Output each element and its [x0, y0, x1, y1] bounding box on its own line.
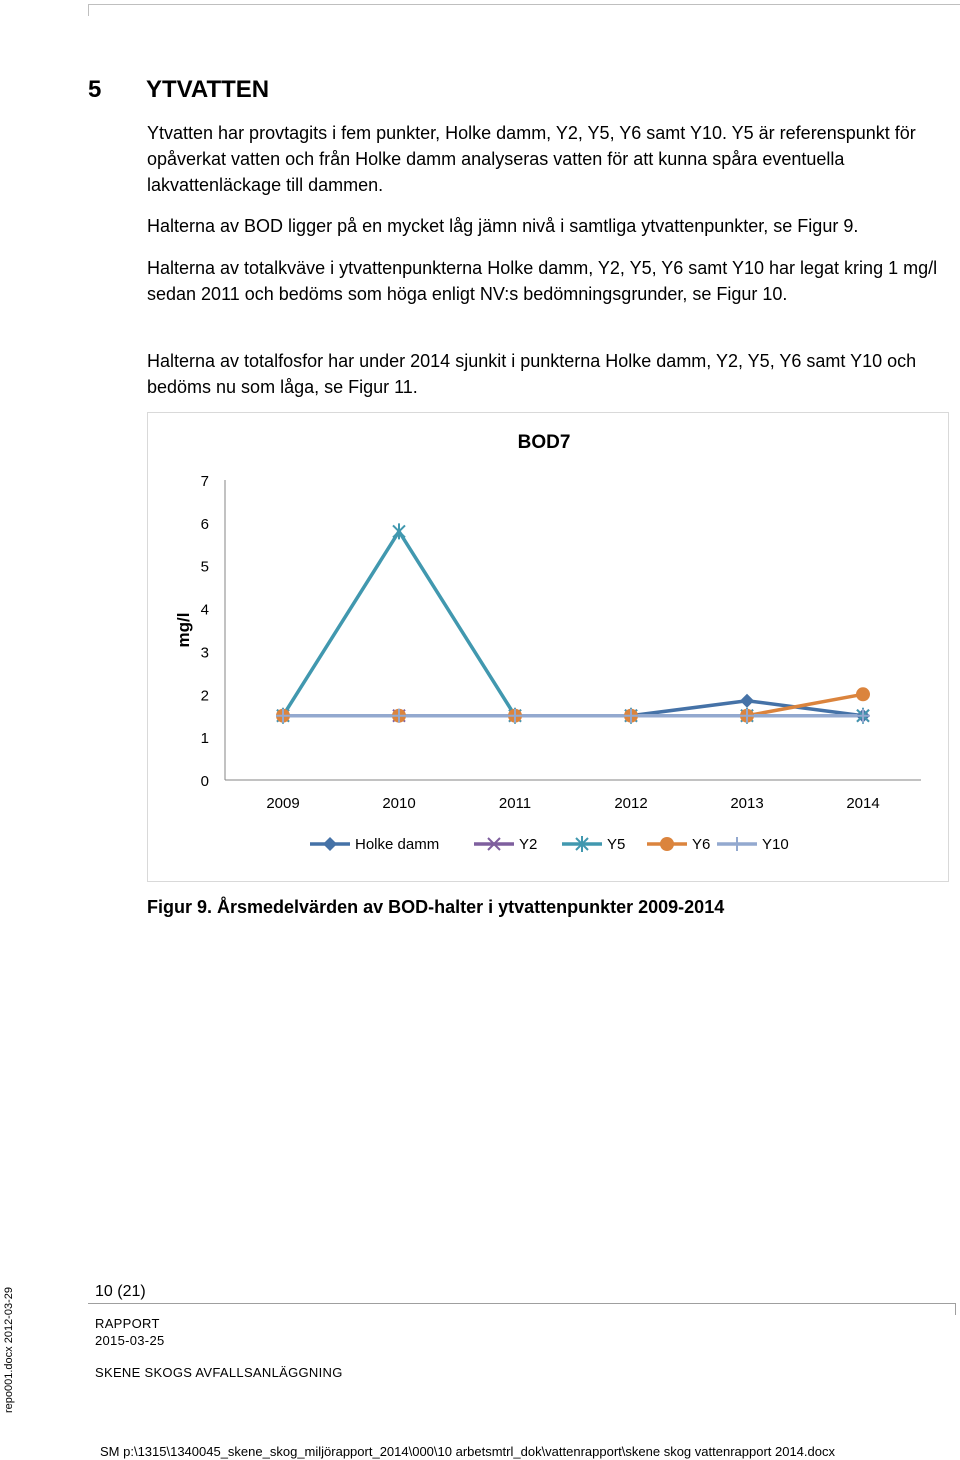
x-tick-label: 2009	[266, 795, 300, 812]
data-point-holke-damm	[740, 694, 754, 708]
y-axis-label: mg/l	[174, 612, 193, 648]
footer-project: SKENE SKOGS AVFALLSANLÄGGNING	[95, 1365, 343, 1380]
figure-caption: Figur 9. Årsmedelvärden av BOD-halter i ytvattenpunkter 2009-2014	[147, 897, 725, 917]
paragraph-bod: Halterna av BOD ligger på en mycket låg jämn nivå i samtliga ytvattenpunkter, se Figur 9.	[147, 216, 859, 236]
paragraph-phosphorus: Halterna av totalfosfor har under 2014 sjunkit i punkterna Holke damm, Y2, Y5, Y6 samt Y10 och bedöms nu som låga, se Figur 11.	[147, 351, 917, 397]
footer-date: 2015-03-25	[95, 1333, 165, 1348]
legend-marker-y6	[660, 837, 674, 851]
x-tick-label: 2014	[846, 795, 880, 812]
legend-label-y5: Y5	[607, 836, 626, 853]
page-number: 10 (21)	[95, 1283, 146, 1300]
series-line-holke-damm	[283, 701, 863, 716]
legend-label-y2: Y2	[519, 836, 538, 853]
y-tick-label: 3	[200, 644, 209, 662]
header-rule	[88, 4, 960, 5]
file-path-footer: SM p:\1315\1340045_skene_skog_miljörapport_2014\000\10 arbetsmtrl_dok\vattenrapport\skene skog vattenrapport 2014.docx	[100, 1444, 835, 1459]
x-tick-label: 2010	[382, 795, 416, 812]
legend-marker-y10	[730, 837, 744, 851]
footer-doc-type: RAPPORT	[95, 1316, 160, 1331]
y-tick-label: 0	[200, 773, 209, 790]
section-heading	[88, 76, 269, 104]
section-title: YTVATTEN	[146, 76, 270, 103]
y-tick-label: 2	[200, 687, 209, 705]
bod7-line-chart	[147, 412, 949, 882]
legend-marker-holke-damm	[323, 837, 337, 851]
y-tick-label: 4	[200, 601, 209, 619]
template-id-vertical: repo001.docx 2012-03-29	[3, 1287, 15, 1413]
footer-rule	[88, 1303, 956, 1304]
x-tick-label: 2011	[498, 795, 532, 812]
y-tick-label: 6	[200, 515, 209, 533]
paragraph-nitrogen-text: Halterna av totalkväve i ytvattenpunkterna Holke damm, Y2, Y5, Y6 samt Y10 har legat kring 1 mg/l sedan 2011 och bedöms som höga enligt NV:s bedömningsgrunder, se Figur 10.	[147, 258, 938, 304]
y-tick-label: 7	[200, 473, 209, 490]
x-tick-label: 2012	[614, 795, 648, 812]
legend-label-holke-damm: Holke damm	[355, 836, 440, 853]
series-line-y5	[283, 531, 863, 715]
data-point-y5	[393, 523, 405, 539]
chart-title: BOD7	[517, 432, 571, 453]
data-point-y6	[856, 687, 870, 701]
paragraph-intro: Ytvatten har provtagits i fem punkter, Holke damm, Y2, Y5, Y6 samt Y10. Y5 är referenspunkt för opåverkat vatten och från Holke damm analyseras vatten för att kunna spåra eventuella lakvattenläckage till dammen.	[147, 123, 916, 195]
y-tick-label: 5	[200, 558, 209, 576]
legend-label-y6: Y6	[692, 836, 711, 853]
x-tick-label: 2013	[730, 795, 764, 812]
header-rule-tick	[88, 4, 89, 16]
paragraph-nitrogen	[147, 255, 959, 307]
y-tick-label: 1	[200, 730, 209, 748]
legend-label-y10: Y10	[762, 836, 789, 853]
footer-rule-tick	[955, 1303, 956, 1315]
section-number: 5	[88, 76, 102, 103]
